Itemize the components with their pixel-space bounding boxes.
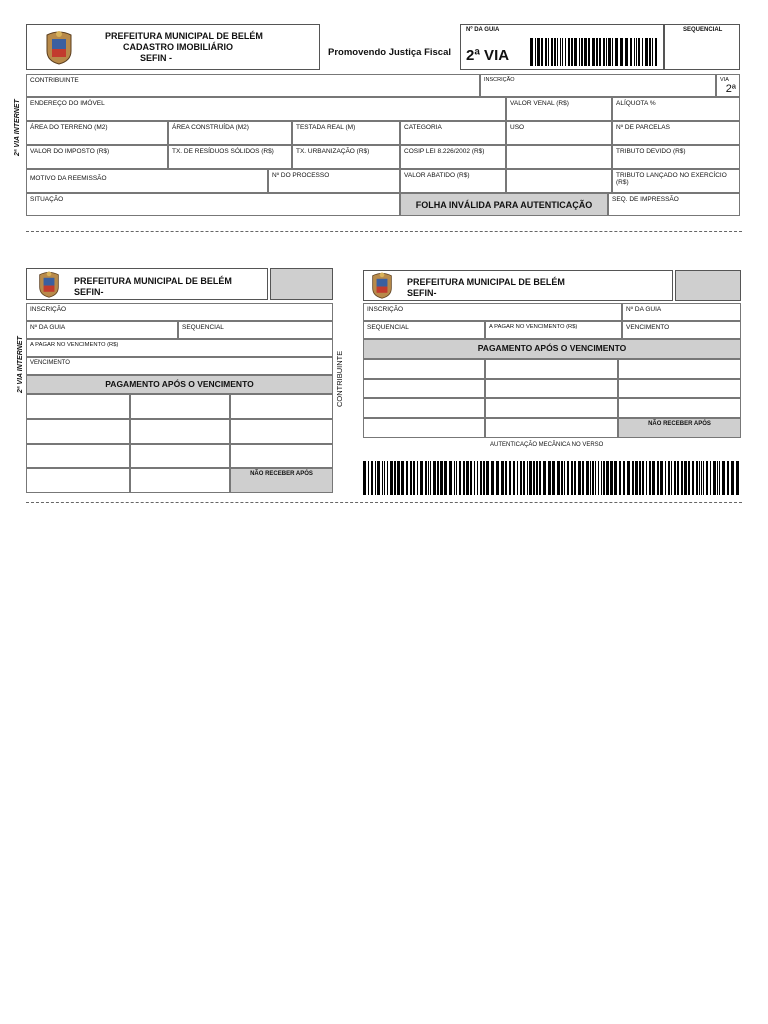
barcode-stripe bbox=[410, 461, 412, 495]
barcode-stripe bbox=[377, 461, 380, 495]
barcode-stripe bbox=[623, 461, 625, 495]
barcode-stripe bbox=[437, 461, 439, 495]
barcode-stripe bbox=[684, 461, 687, 495]
cosip-cell: COSIP LEI 8.226/2002 (R$) bbox=[400, 145, 506, 169]
stub-right-grid-cell bbox=[618, 398, 741, 418]
stub-right-org1: PREFEITURA MUNICIPAL DE BELÉM bbox=[407, 277, 565, 287]
barcode-stripe bbox=[588, 38, 590, 66]
barcode-stripe bbox=[671, 461, 672, 495]
barcode-stripe bbox=[425, 461, 427, 495]
barcode-stripe bbox=[535, 38, 536, 66]
stub-right-nao-receber: NÃO RECEBER APÓS bbox=[618, 418, 741, 438]
barcode-stripe bbox=[614, 461, 617, 495]
barcode-stripe bbox=[645, 38, 648, 66]
barcode-stripe bbox=[371, 461, 373, 495]
barcode-stripe bbox=[567, 461, 569, 495]
coat-of-arms-logo bbox=[369, 271, 395, 299]
barcode-stripe bbox=[530, 38, 533, 66]
parcelas-cell: Nº DE PARCELAS bbox=[612, 121, 740, 145]
stub-left-vencimento: VENCIMENTO bbox=[26, 357, 333, 375]
header-org-line1: PREFEITURA MUNICIPAL DE BELÉM bbox=[105, 31, 263, 41]
barcode-stripe bbox=[608, 38, 611, 66]
barcode-stripe bbox=[480, 461, 482, 495]
stub-left-grid-cell bbox=[130, 419, 230, 444]
barcode-stripe bbox=[612, 38, 613, 66]
barcode-stripe bbox=[674, 461, 676, 495]
barcode-stripe bbox=[523, 461, 525, 495]
stub-right-grid-cell bbox=[485, 379, 618, 398]
barcode-stripe bbox=[527, 461, 528, 495]
barcode-stripe bbox=[463, 461, 465, 495]
barcode-stripe bbox=[586, 461, 589, 495]
barcode-stripe bbox=[433, 461, 436, 495]
barcode-stripe bbox=[545, 38, 547, 66]
barcode-stripe bbox=[401, 461, 404, 495]
stub-right-grid-cell bbox=[363, 398, 485, 418]
barcode-stripe bbox=[652, 38, 653, 66]
barcode-stripe bbox=[483, 461, 485, 495]
tx-residuos-cell: TX. DE RESÍDUOS SÓLIDOS (R$) bbox=[168, 145, 292, 169]
barcode-stripe bbox=[598, 461, 599, 495]
barcode-stripe bbox=[603, 38, 605, 66]
barcode-stripe bbox=[417, 461, 418, 495]
barcode-stripe bbox=[736, 461, 739, 495]
barcode-stripe bbox=[677, 461, 679, 495]
barcode-stripe bbox=[627, 461, 630, 495]
barcode-stripe bbox=[557, 38, 558, 66]
barcode-top bbox=[530, 38, 660, 66]
barcode-stripe bbox=[449, 461, 452, 495]
barcode-stripe bbox=[688, 461, 690, 495]
blank-cell-2 bbox=[506, 169, 612, 193]
stub-right-grid-cell bbox=[363, 418, 485, 438]
valor-imposto-cell: VALOR DO IMPOSTO (R$) bbox=[26, 145, 168, 169]
via-small-value: 2ª bbox=[725, 83, 736, 96]
barcode-stripe bbox=[440, 461, 443, 495]
autenticacao-mecanica: AUTENTICAÇÃO MECÂNICA NO VERSO bbox=[490, 442, 604, 448]
barcode-stripe bbox=[444, 461, 447, 495]
side-label-stub-right: CONTRIBUINTE bbox=[335, 350, 344, 407]
barcode-stripe bbox=[430, 461, 431, 495]
barcode-stripe bbox=[554, 38, 556, 66]
stub-right-grid-cell bbox=[618, 379, 741, 398]
barcode-stripe bbox=[363, 461, 366, 495]
nr-guia-label: Nº DA GUIA bbox=[466, 27, 500, 33]
stub-left-inscricao: INSCRIÇÃO bbox=[26, 303, 333, 321]
via-big: 2ª VIA bbox=[466, 47, 510, 64]
barcode-stripe bbox=[568, 38, 570, 66]
stub-right-grid-cell bbox=[363, 379, 485, 398]
barcode-stripe bbox=[578, 461, 581, 495]
barcode-stripe bbox=[665, 461, 666, 495]
header-org-line3: SEFIN - bbox=[140, 53, 173, 63]
stub-right-grid-cell bbox=[485, 398, 618, 418]
tx-urbanizacao-cell: TX. URBANIZAÇÃO (R$) bbox=[292, 145, 400, 169]
valor-abatido-cell: VALOR ABATIDO (R$) bbox=[400, 169, 506, 193]
barcode-stripe bbox=[517, 461, 518, 495]
barcode-stripe bbox=[642, 38, 643, 66]
barcode-stripe bbox=[564, 461, 565, 495]
barcode-stripe bbox=[630, 38, 632, 66]
cut-line-1 bbox=[26, 231, 742, 232]
blank-cell bbox=[506, 145, 612, 169]
folha-invalida-cell: FOLHA INVÁLIDA PARA AUTENTICAÇÃO bbox=[400, 193, 608, 216]
barcode-stripe bbox=[606, 461, 609, 495]
barcode-stripe bbox=[719, 461, 720, 495]
stub-left-gray-box bbox=[270, 268, 333, 300]
barcode-stripe bbox=[541, 38, 543, 66]
barcode-stripe bbox=[529, 461, 532, 495]
categoria-cell: CATEGORIA bbox=[400, 121, 506, 145]
stub-left-nr-guia: Nº DA GUIA bbox=[26, 321, 178, 339]
barcode-stripe bbox=[491, 461, 494, 495]
barcode-stripe bbox=[584, 38, 587, 66]
barcode-stripe bbox=[406, 461, 408, 495]
barcode-stripe bbox=[513, 461, 515, 495]
barcode-stripe bbox=[557, 461, 560, 495]
barcode-bottom bbox=[363, 461, 741, 495]
stub-left-grid-cell bbox=[26, 394, 130, 419]
barcode-stripe bbox=[397, 461, 400, 495]
barcode-stripe bbox=[596, 38, 598, 66]
barcode-stripe bbox=[509, 461, 511, 495]
cut-line-2 bbox=[26, 502, 742, 503]
barcode-stripe bbox=[571, 38, 573, 66]
tributo-devido-cell: TRIBUTO DEVIDO (R$) bbox=[612, 145, 740, 169]
barcode-stripe bbox=[548, 461, 551, 495]
barcode-stripe bbox=[696, 461, 698, 495]
barcode-stripe bbox=[635, 461, 638, 495]
testada-cell: TESTADA REAL (M) bbox=[292, 121, 400, 145]
barcode-stripe bbox=[474, 461, 475, 495]
barcode-stripe bbox=[565, 38, 566, 66]
barcode-stripe bbox=[477, 461, 478, 495]
stub-left-grid-cell bbox=[130, 468, 230, 493]
barcode-stripe bbox=[727, 461, 729, 495]
barcode-stripe bbox=[561, 461, 563, 495]
stub-left-grid-cell bbox=[230, 419, 333, 444]
aliquota-cell: ALÍQUOTA % bbox=[612, 97, 740, 121]
barcode-stripe bbox=[501, 461, 504, 495]
barcode-stripe bbox=[601, 461, 602, 495]
area-terreno-cell: ÁREA DO TERRENO (M2) bbox=[26, 121, 168, 145]
barcode-stripe bbox=[649, 38, 651, 66]
barcode-stripe bbox=[533, 461, 535, 495]
barcode-stripe bbox=[413, 461, 415, 495]
barcode-stripe bbox=[562, 38, 563, 66]
stub-right-sequencial: SEQUENCIAL bbox=[363, 321, 485, 339]
barcode-stripe bbox=[655, 38, 657, 66]
barcode-stripe bbox=[706, 461, 708, 495]
via-cell: VIA 2ª bbox=[716, 74, 740, 97]
barcode-stripe bbox=[701, 461, 702, 495]
stub-right-inscricao: INSCRIÇÃO bbox=[363, 303, 622, 321]
barcode-stripe bbox=[454, 461, 455, 495]
barcode-stripe bbox=[520, 461, 522, 495]
stub-left-grid-cell bbox=[26, 468, 130, 493]
barcode-stripe bbox=[539, 461, 541, 495]
barcode-stripe bbox=[456, 461, 457, 495]
barcode-stripe bbox=[595, 461, 596, 495]
stub-right-org2: SEFIN- bbox=[407, 288, 437, 298]
seq-impressao-cell: SEQ. DE IMPRESSÃO bbox=[608, 193, 740, 216]
barcode-stripe bbox=[713, 461, 716, 495]
stub-left-nao-receber: NÃO RECEBER APÓS bbox=[230, 468, 333, 493]
stub-right-grid-cell bbox=[485, 418, 618, 438]
barcode-stripe bbox=[394, 461, 396, 495]
stub-left-grid-cell bbox=[26, 444, 130, 468]
processo-cell: Nº DO PROCESSO bbox=[268, 169, 400, 193]
barcode-stripe bbox=[657, 461, 659, 495]
barcode-stripe bbox=[560, 38, 561, 66]
stub-left-org2: SEFIN- bbox=[74, 287, 104, 297]
barcode-stripe bbox=[551, 38, 553, 66]
barcode-stripe bbox=[552, 461, 555, 495]
barcode-stripe bbox=[574, 461, 576, 495]
barcode-stripe bbox=[420, 461, 423, 495]
barcode-stripe bbox=[571, 461, 573, 495]
barcode-stripe bbox=[603, 461, 605, 495]
barcode-stripe bbox=[649, 461, 651, 495]
barcode-stripe bbox=[636, 38, 637, 66]
motivo-cell: MOTIVO DA REEMISSÃO bbox=[26, 169, 268, 193]
slogan: Promovendo Justiça Fiscal bbox=[328, 47, 452, 58]
barcode-stripe bbox=[599, 38, 601, 66]
stub-right-vencimento: VENCIMENTO bbox=[622, 321, 741, 339]
stub-left-grid-cell bbox=[130, 444, 230, 468]
valor-venal-cell: VALOR VENAL (R$) bbox=[506, 97, 612, 121]
stub-right-grid-cell bbox=[618, 359, 741, 379]
barcode-stripe bbox=[368, 461, 369, 495]
barcode-stripe bbox=[652, 461, 655, 495]
barcode-stripe bbox=[536, 461, 538, 495]
barcode-stripe bbox=[615, 38, 618, 66]
stub-right-grid-cell bbox=[485, 359, 618, 379]
side-label-stub-left: 2ª VIA INTERNET bbox=[17, 336, 24, 393]
inscricao-cell: INSCRIÇÃO bbox=[480, 74, 716, 97]
barcode-stripe bbox=[581, 38, 583, 66]
barcode-stripe bbox=[660, 461, 663, 495]
barcode-stripe bbox=[692, 461, 694, 495]
stub-left-org1: PREFEITURA MUNICIPAL DE BELÉM bbox=[74, 276, 232, 286]
barcode-stripe bbox=[470, 461, 472, 495]
stub-left-grid-cell bbox=[230, 444, 333, 468]
barcode-stripe bbox=[646, 461, 647, 495]
barcode-stripe bbox=[428, 461, 429, 495]
barcode-stripe bbox=[619, 461, 621, 495]
barcode-stripe bbox=[703, 461, 704, 495]
side-label-top: 2ª VIA INTERNET bbox=[14, 99, 21, 156]
barcode-stripe bbox=[382, 461, 383, 495]
barcode-stripe bbox=[582, 461, 584, 495]
coat-of-arms-logo bbox=[44, 29, 74, 65]
coat-of-arms-logo bbox=[36, 270, 62, 298]
barcode-stripe bbox=[610, 461, 613, 495]
stub-right-nr-guia: Nº DA GUIA bbox=[622, 303, 741, 321]
barcode-stripe bbox=[639, 461, 641, 495]
barcode-stripe bbox=[537, 38, 540, 66]
barcode-stripe bbox=[722, 461, 725, 495]
stub-left-grid-cell bbox=[26, 419, 130, 444]
barcode-stripe bbox=[638, 38, 640, 66]
barcode-stripe bbox=[505, 461, 507, 495]
endereco-cell: ENDEREÇO DO IMÓVEL bbox=[26, 97, 506, 121]
barcode-stripe bbox=[620, 38, 623, 66]
stub-right-a-pagar: A PAGAR NO VENCIMENTO (R$) bbox=[485, 321, 622, 339]
sequencial-label: SEQUENCIAL bbox=[683, 27, 723, 33]
barcode-stripe bbox=[590, 461, 591, 495]
barcode-stripe bbox=[390, 461, 393, 495]
barcode-stripe bbox=[466, 461, 469, 495]
barcode-stripe bbox=[606, 38, 607, 66]
barcode-stripe bbox=[579, 38, 580, 66]
uso-cell: USO bbox=[506, 121, 612, 145]
barcode-stripe bbox=[384, 461, 385, 495]
stub-left-pagamento-apos: PAGAMENTO APÓS O VENCIMENTO bbox=[26, 375, 333, 394]
barcode-stripe bbox=[717, 461, 718, 495]
barcode-stripe bbox=[625, 38, 628, 66]
stub-right-pagamento-apos: PAGAMENTO APÓS O VENCIMENTO bbox=[363, 339, 741, 359]
barcode-stripe bbox=[632, 461, 634, 495]
barcode-stripe bbox=[699, 461, 700, 495]
area-construida-cell: ÁREA CONSTRUÍDA (M2) bbox=[168, 121, 292, 145]
header-org-line2: CADASTRO IMOBILIÁRIO bbox=[123, 42, 233, 52]
barcode-stripe bbox=[574, 38, 577, 66]
barcode-stripe bbox=[592, 461, 594, 495]
situacao-cell: SITUAÇÃO bbox=[26, 193, 400, 216]
barcode-stripe bbox=[486, 461, 489, 495]
barcode-stripe bbox=[668, 461, 670, 495]
barcode-stripe bbox=[642, 461, 644, 495]
stub-left-a-pagar: A PAGAR NO VENCIMENTO (R$) bbox=[26, 339, 333, 357]
barcode-stripe bbox=[543, 461, 546, 495]
stub-right-grid-cell bbox=[363, 359, 485, 379]
barcode-stripe bbox=[496, 461, 499, 495]
stub-right-gray-box bbox=[675, 270, 741, 301]
stub-left-sequencial: SEQUENCIAL bbox=[178, 321, 333, 339]
tributo-lancado-cell: TRIBUTO LANÇADO NO EXERCÍCIO (R$) bbox=[612, 169, 740, 193]
barcode-stripe bbox=[634, 38, 635, 66]
contribuinte-cell: CONTRIBUINTE bbox=[26, 74, 480, 97]
barcode-stripe bbox=[387, 461, 388, 495]
barcode-stripe bbox=[681, 461, 683, 495]
barcode-stripe bbox=[548, 38, 549, 66]
barcode-stripe bbox=[710, 461, 711, 495]
barcode-stripe bbox=[731, 461, 734, 495]
stub-left-grid-cell bbox=[230, 394, 333, 419]
barcode-stripe bbox=[375, 461, 376, 495]
barcode-stripe bbox=[592, 38, 595, 66]
barcode-stripe bbox=[459, 461, 461, 495]
stub-left-grid-cell bbox=[130, 394, 230, 419]
